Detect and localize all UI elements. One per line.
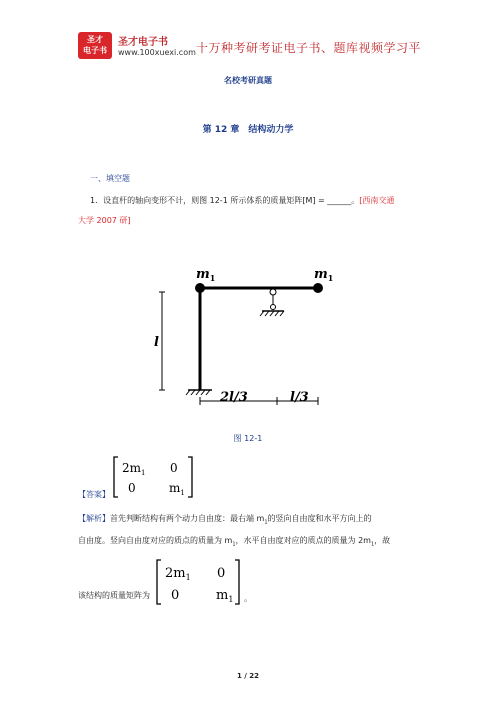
page-number: 1 / 22 bbox=[236, 672, 260, 680]
answer-label: 【答案】 bbox=[78, 490, 110, 499]
brand-name: 圣才电子书 bbox=[118, 37, 168, 48]
dim-left-label: 2l/3 bbox=[220, 390, 248, 405]
svg-text:0: 0 bbox=[128, 481, 136, 495]
mass-right bbox=[313, 283, 323, 293]
question-text bbox=[90, 190, 394, 211]
pin-support bbox=[260, 289, 284, 316]
mass-right-label: $m_1$ bbox=[314, 267, 334, 283]
chapter-title: 第 12 章 结构动力学 bbox=[202, 125, 294, 135]
dim-right-label: l/3 bbox=[290, 390, 309, 405]
height-label: l bbox=[154, 335, 159, 350]
mass-left-label: $m_1$ bbox=[196, 267, 216, 283]
analysis-period: 。 bbox=[244, 594, 252, 603]
structure-diagram bbox=[140, 258, 370, 428]
question-source-cont: 大学 2007 研] bbox=[78, 216, 131, 225]
svg-text:0: 0 bbox=[217, 566, 226, 581]
mass-left bbox=[195, 283, 205, 293]
question-line1: 1．设直杆的轴向变形不计，则图 12-1 所示体系的质量矩阵[M] = ______。 bbox=[90, 196, 360, 205]
svg-text:2m1: $2m_1$ bbox=[122, 461, 146, 477]
figure-caption: 图 12-1 bbox=[233, 434, 263, 443]
header-slogan: 十万种考研考证电子书、题库视频学习平 bbox=[196, 41, 422, 55]
logo-text-top: 圣才 bbox=[87, 35, 103, 44]
analysis-line3: 该结构的质量矩阵为 bbox=[78, 591, 150, 600]
analysis-label: 【解析】 bbox=[78, 514, 110, 523]
analysis-matrix bbox=[155, 557, 247, 607]
subsection-heading: 一、填空题 bbox=[90, 174, 130, 183]
brand-url[interactable]: www.100xuexi.com bbox=[118, 48, 196, 57]
svg-text:2m1: $2m_1$ bbox=[165, 566, 191, 582]
analysis-line1: 【解析】首先判断结构有两个动力自由度：最右端 $m_1$的竖向自由度和水平方向上的 bbox=[78, 514, 372, 526]
brand-logo bbox=[78, 32, 112, 59]
question-source: [西南交通 bbox=[359, 196, 395, 205]
svg-text:m1: $m_1$ bbox=[216, 588, 234, 604]
svg-text:0: 0 bbox=[170, 461, 178, 475]
answer-matrix bbox=[112, 454, 194, 500]
svg-text:0: 0 bbox=[171, 588, 180, 603]
section-title: 名校考研真题 bbox=[224, 76, 272, 85]
analysis-line2: 自由度。竖向自由度对应的质点的质量为 $m_1$，水平自由度对应的质点的质量为 $2m_1$，故 bbox=[78, 536, 391, 548]
svg-text:m1: $m_1$ bbox=[169, 481, 185, 497]
logo-text-bottom: 电子书 bbox=[83, 46, 107, 55]
